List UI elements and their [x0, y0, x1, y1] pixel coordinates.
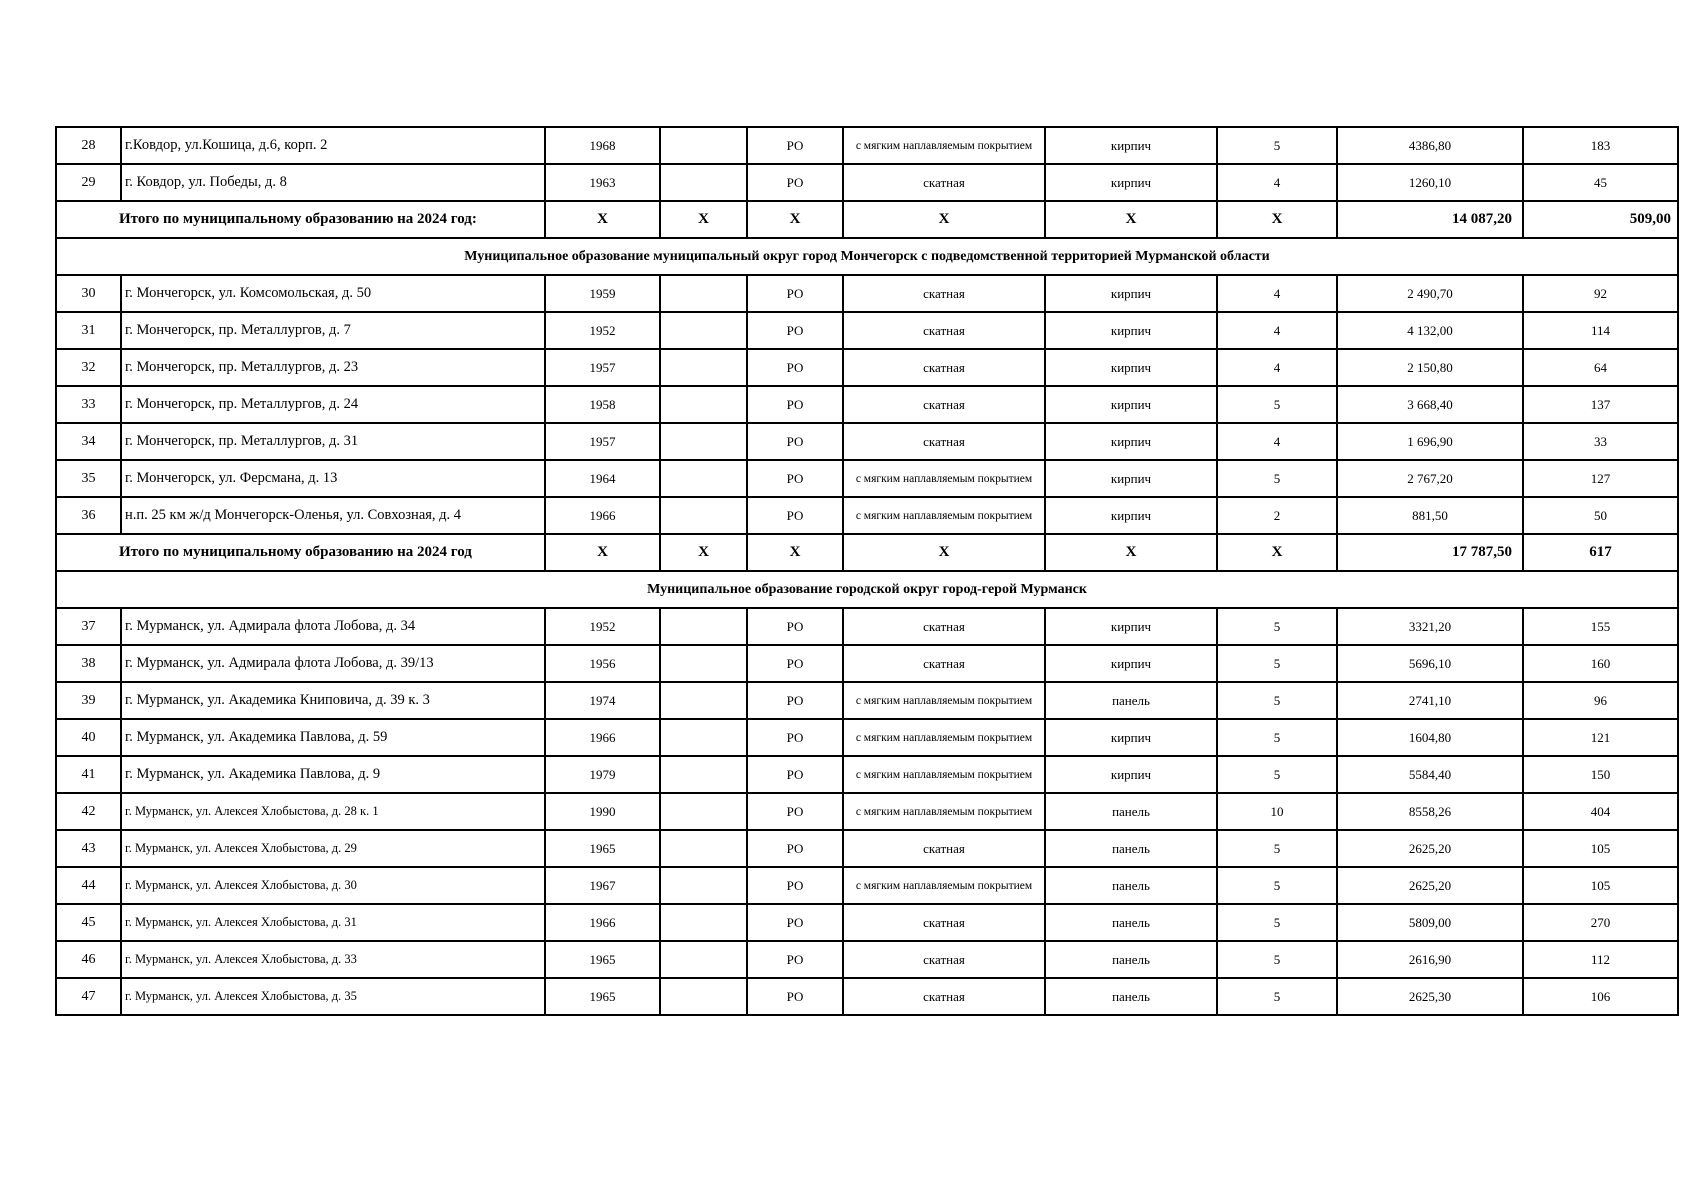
year-cell: 1967: [545, 867, 660, 904]
walls-cell: кирпич: [1045, 127, 1217, 164]
address-cell: г. Мончегорск, пр. Металлургов, д. 7: [121, 312, 545, 349]
residents-cell: 105: [1523, 830, 1678, 867]
table-row: [56, 460, 1678, 497]
walls-cell: панель: [1045, 904, 1217, 941]
row-number: 36: [56, 497, 121, 534]
floors-cell: 5: [1217, 645, 1337, 682]
address-cell: г. Мончегорск, пр. Металлургов, д. 24: [121, 386, 545, 423]
total-mark-cell: X: [545, 534, 660, 571]
total-residents-cell: 617: [1523, 534, 1678, 571]
address-cell: г. Мурманск, ул. Адмирала флота Лобова, д. 39/13: [121, 645, 545, 682]
address-cell: г. Мончегорск, пр. Металлургов, д. 23: [121, 349, 545, 386]
roof-cell: скатная: [843, 978, 1045, 1015]
floors-cell: 4: [1217, 275, 1337, 312]
floors-cell: 5: [1217, 756, 1337, 793]
residents-cell: 114: [1523, 312, 1678, 349]
row-number: 42: [56, 793, 121, 830]
type-cell: РО: [747, 867, 843, 904]
floors-cell: 2: [1217, 497, 1337, 534]
year-cell: 1965: [545, 978, 660, 1015]
total-mark-cell: X: [1217, 201, 1337, 238]
walls-cell: кирпич: [1045, 312, 1217, 349]
area-cell: 2625,20: [1337, 867, 1523, 904]
roof-cell: скатная: [843, 645, 1045, 682]
area-cell: 2625,20: [1337, 830, 1523, 867]
table-row: [56, 941, 1678, 978]
year-cell: 1956: [545, 645, 660, 682]
floors-cell: 5: [1217, 608, 1337, 645]
walls-cell: кирпич: [1045, 719, 1217, 756]
roof-cell: с мягким наплавляемым покрытием: [843, 867, 1045, 904]
empty-cell: [660, 978, 747, 1015]
area-cell: 5584,40: [1337, 756, 1523, 793]
floors-cell: 5: [1217, 830, 1337, 867]
roof-cell: с мягким наплавляемым покрытием: [843, 756, 1045, 793]
empty-cell: [660, 608, 747, 645]
year-cell: 1958: [545, 386, 660, 423]
empty-cell: [660, 904, 747, 941]
year-cell: 1966: [545, 904, 660, 941]
table-row: [56, 682, 1678, 719]
year-cell: 1957: [545, 349, 660, 386]
empty-cell: [660, 793, 747, 830]
floors-cell: 4: [1217, 164, 1337, 201]
walls-cell: кирпич: [1045, 164, 1217, 201]
walls-cell: панель: [1045, 793, 1217, 830]
address-cell: г. Мончегорск, пр. Металлургов, д. 31: [121, 423, 545, 460]
year-cell: 1964: [545, 460, 660, 497]
section-header-row: [56, 238, 1678, 275]
roof-cell: скатная: [843, 941, 1045, 978]
row-number: 38: [56, 645, 121, 682]
year-cell: 1974: [545, 682, 660, 719]
roof-cell: скатная: [843, 386, 1045, 423]
roof-cell: скатная: [843, 423, 1045, 460]
walls-cell: кирпич: [1045, 497, 1217, 534]
floors-cell: 10: [1217, 793, 1337, 830]
empty-cell: [660, 127, 747, 164]
year-cell: 1968: [545, 127, 660, 164]
total-mark-cell: X: [747, 534, 843, 571]
residents-cell: 45: [1523, 164, 1678, 201]
roof-cell: с мягким наплавляемым покрытием: [843, 719, 1045, 756]
section-title: Муниципальное образование городской округ город-герой Мурманск: [56, 571, 1678, 608]
area-cell: 8558,26: [1337, 793, 1523, 830]
total-row: [56, 201, 1678, 238]
residents-cell: 92: [1523, 275, 1678, 312]
type-cell: РО: [747, 682, 843, 719]
row-number: 47: [56, 978, 121, 1015]
floors-cell: 4: [1217, 312, 1337, 349]
roof-cell: с мягким наплавляемым покрытием: [843, 793, 1045, 830]
row-number: 28: [56, 127, 121, 164]
floors-cell: 5: [1217, 941, 1337, 978]
area-cell: 4 132,00: [1337, 312, 1523, 349]
table-row: [56, 830, 1678, 867]
row-number: 45: [56, 904, 121, 941]
empty-cell: [660, 423, 747, 460]
address-cell: г. Мурманск, ул. Академика Павлова, д. 9: [121, 756, 545, 793]
total-mark-cell: X: [843, 534, 1045, 571]
empty-cell: [660, 867, 747, 904]
area-cell: 5696,10: [1337, 645, 1523, 682]
table-row: [56, 275, 1678, 312]
floors-cell: 5: [1217, 460, 1337, 497]
address-cell: г. Мурманск, ул. Академика Книповича, д. 39 к. 3: [121, 682, 545, 719]
residents-cell: 183: [1523, 127, 1678, 164]
area-cell: 5809,00: [1337, 904, 1523, 941]
roof-cell: скатная: [843, 275, 1045, 312]
walls-cell: панель: [1045, 941, 1217, 978]
type-cell: РО: [747, 386, 843, 423]
table-row: [56, 904, 1678, 941]
row-number: 32: [56, 349, 121, 386]
table-row: [56, 127, 1678, 164]
year-cell: 1963: [545, 164, 660, 201]
address-cell: г. Мурманск, ул. Адмирала флота Лобова, д. 34: [121, 608, 545, 645]
total-mark-cell: X: [1045, 201, 1217, 238]
year-cell: 1966: [545, 497, 660, 534]
housing-table: [55, 126, 1679, 1016]
type-cell: РО: [747, 275, 843, 312]
area-cell: 2 490,70: [1337, 275, 1523, 312]
section-title: Муниципальное образование муниципальный округ город Мончегорск с подведомственной территорией Мурманской области: [56, 238, 1678, 275]
address-cell: г. Мурманск, ул. Алексея Хлобыстова, д. 28 к. 1: [121, 793, 545, 830]
type-cell: РО: [747, 349, 843, 386]
total-area-cell: 17 787,50: [1337, 534, 1523, 571]
roof-cell: с мягким наплавляемым покрытием: [843, 682, 1045, 719]
type-cell: РО: [747, 127, 843, 164]
empty-cell: [660, 349, 747, 386]
address-cell: г. Мурманск, ул. Алексея Хлобыстова, д. 35: [121, 978, 545, 1015]
total-mark-cell: X: [660, 201, 747, 238]
section-header-row: [56, 571, 1678, 608]
row-number: 41: [56, 756, 121, 793]
residents-cell: 155: [1523, 608, 1678, 645]
address-cell: г. Мурманск, ул. Академика Павлова, д. 59: [121, 719, 545, 756]
roof-cell: скатная: [843, 830, 1045, 867]
row-number: 33: [56, 386, 121, 423]
empty-cell: [660, 830, 747, 867]
roof-cell: скатная: [843, 608, 1045, 645]
residents-cell: 33: [1523, 423, 1678, 460]
table-row: [56, 497, 1678, 534]
area-cell: 2625,30: [1337, 978, 1523, 1015]
address-cell: г. Мончегорск, ул. Ферсмана, д. 13: [121, 460, 545, 497]
table-row: [56, 608, 1678, 645]
empty-cell: [660, 645, 747, 682]
address-cell: г. Мончегорск, ул. Комсомольская, д. 50: [121, 275, 545, 312]
area-cell: 2 767,20: [1337, 460, 1523, 497]
area-cell: 3321,20: [1337, 608, 1523, 645]
table-row: [56, 312, 1678, 349]
total-mark-cell: X: [1217, 534, 1337, 571]
area-cell: 2616,90: [1337, 941, 1523, 978]
floors-cell: 4: [1217, 423, 1337, 460]
row-number: 29: [56, 164, 121, 201]
roof-cell: скатная: [843, 904, 1045, 941]
year-cell: 1952: [545, 608, 660, 645]
walls-cell: панель: [1045, 830, 1217, 867]
type-cell: РО: [747, 830, 843, 867]
table-row: [56, 793, 1678, 830]
row-number: 35: [56, 460, 121, 497]
type-cell: РО: [747, 941, 843, 978]
table-row: [56, 423, 1678, 460]
empty-cell: [660, 941, 747, 978]
year-cell: 1957: [545, 423, 660, 460]
empty-cell: [660, 497, 747, 534]
walls-cell: кирпич: [1045, 460, 1217, 497]
row-number: 37: [56, 608, 121, 645]
table-row: [56, 386, 1678, 423]
walls-cell: панель: [1045, 867, 1217, 904]
table-body: [56, 127, 1678, 1015]
address-cell: г. Мурманск, ул. Алексея Хлобыстова, д. 30: [121, 867, 545, 904]
total-mark-cell: X: [747, 201, 843, 238]
walls-cell: панель: [1045, 978, 1217, 1015]
type-cell: РО: [747, 460, 843, 497]
empty-cell: [660, 719, 747, 756]
address-cell: г.Ковдор, ул.Кошица, д.6, корп. 2: [121, 127, 545, 164]
type-cell: РО: [747, 756, 843, 793]
floors-cell: 5: [1217, 904, 1337, 941]
residents-cell: 150: [1523, 756, 1678, 793]
table-row: [56, 867, 1678, 904]
row-number: 34: [56, 423, 121, 460]
total-label: Итого по муниципальному образованию на 2024 год: [56, 534, 545, 571]
total-label: Итого по муниципальному образованию на 2024 год:: [56, 201, 545, 238]
residents-cell: 96: [1523, 682, 1678, 719]
walls-cell: кирпич: [1045, 349, 1217, 386]
walls-cell: кирпич: [1045, 645, 1217, 682]
row-number: 43: [56, 830, 121, 867]
total-mark-cell: X: [545, 201, 660, 238]
address-cell: г. Мурманск, ул. Алексея Хлобыстова, д. 33: [121, 941, 545, 978]
type-cell: РО: [747, 793, 843, 830]
row-number: 44: [56, 867, 121, 904]
roof-cell: скатная: [843, 312, 1045, 349]
area-cell: 4386,80: [1337, 127, 1523, 164]
walls-cell: панель: [1045, 682, 1217, 719]
area-cell: 2 150,80: [1337, 349, 1523, 386]
total-residents-cell: 509,00: [1523, 201, 1678, 238]
year-cell: 1952: [545, 312, 660, 349]
table-row: [56, 164, 1678, 201]
residents-cell: 137: [1523, 386, 1678, 423]
residents-cell: 270: [1523, 904, 1678, 941]
walls-cell: кирпич: [1045, 608, 1217, 645]
residents-cell: 105: [1523, 867, 1678, 904]
total-mark-cell: X: [843, 201, 1045, 238]
type-cell: РО: [747, 497, 843, 534]
area-cell: 1260,10: [1337, 164, 1523, 201]
type-cell: РО: [747, 423, 843, 460]
row-number: 39: [56, 682, 121, 719]
walls-cell: кирпич: [1045, 423, 1217, 460]
row-number: 31: [56, 312, 121, 349]
roof-cell: скатная: [843, 164, 1045, 201]
empty-cell: [660, 164, 747, 201]
floors-cell: 5: [1217, 386, 1337, 423]
area-cell: 3 668,40: [1337, 386, 1523, 423]
roof-cell: скатная: [843, 349, 1045, 386]
floors-cell: 5: [1217, 127, 1337, 164]
year-cell: 1965: [545, 941, 660, 978]
residents-cell: 121: [1523, 719, 1678, 756]
empty-cell: [660, 312, 747, 349]
type-cell: РО: [747, 719, 843, 756]
type-cell: РО: [747, 978, 843, 1015]
type-cell: РО: [747, 645, 843, 682]
residents-cell: 64: [1523, 349, 1678, 386]
empty-cell: [660, 682, 747, 719]
residents-cell: 50: [1523, 497, 1678, 534]
empty-cell: [660, 756, 747, 793]
walls-cell: кирпич: [1045, 275, 1217, 312]
address-cell: г. Ковдор, ул. Победы, д. 8: [121, 164, 545, 201]
empty-cell: [660, 275, 747, 312]
floors-cell: 5: [1217, 867, 1337, 904]
row-number: 46: [56, 941, 121, 978]
roof-cell: с мягким наплавляемым покрытием: [843, 497, 1045, 534]
type-cell: РО: [747, 164, 843, 201]
address-cell: н.п. 25 км ж/д Мончегорск-Оленья, ул. Совхозная, д. 4: [121, 497, 545, 534]
area-cell: 2741,10: [1337, 682, 1523, 719]
address-cell: г. Мурманск, ул. Алексея Хлобыстова, д. 29: [121, 830, 545, 867]
area-cell: 1604,80: [1337, 719, 1523, 756]
table-row: [56, 756, 1678, 793]
roof-cell: с мягким наплавляемым покрытием: [843, 460, 1045, 497]
residents-cell: 106: [1523, 978, 1678, 1015]
year-cell: 1966: [545, 719, 660, 756]
residents-cell: 404: [1523, 793, 1678, 830]
floors-cell: 5: [1217, 682, 1337, 719]
empty-cell: [660, 460, 747, 497]
type-cell: РО: [747, 312, 843, 349]
residents-cell: 112: [1523, 941, 1678, 978]
year-cell: 1965: [545, 830, 660, 867]
row-number: 30: [56, 275, 121, 312]
area-cell: 881,50: [1337, 497, 1523, 534]
year-cell: 1990: [545, 793, 660, 830]
total-area-cell: 14 087,20: [1337, 201, 1523, 238]
area-cell: 1 696,90: [1337, 423, 1523, 460]
empty-cell: [660, 386, 747, 423]
walls-cell: кирпич: [1045, 756, 1217, 793]
floors-cell: 5: [1217, 978, 1337, 1015]
roof-cell: с мягким наплавляемым покрытием: [843, 127, 1045, 164]
table-row: [56, 719, 1678, 756]
type-cell: РО: [747, 608, 843, 645]
table-row: [56, 349, 1678, 386]
year-cell: 1959: [545, 275, 660, 312]
floors-cell: 5: [1217, 719, 1337, 756]
type-cell: РО: [747, 904, 843, 941]
table-row: [56, 645, 1678, 682]
address-cell: г. Мурманск, ул. Алексея Хлобыстова, д. 31: [121, 904, 545, 941]
floors-cell: 4: [1217, 349, 1337, 386]
residents-cell: 160: [1523, 645, 1678, 682]
total-row: [56, 534, 1678, 571]
total-mark-cell: X: [660, 534, 747, 571]
residents-cell: 127: [1523, 460, 1678, 497]
year-cell: 1979: [545, 756, 660, 793]
row-number: 40: [56, 719, 121, 756]
table-row: [56, 978, 1678, 1015]
total-mark-cell: X: [1045, 534, 1217, 571]
walls-cell: кирпич: [1045, 386, 1217, 423]
